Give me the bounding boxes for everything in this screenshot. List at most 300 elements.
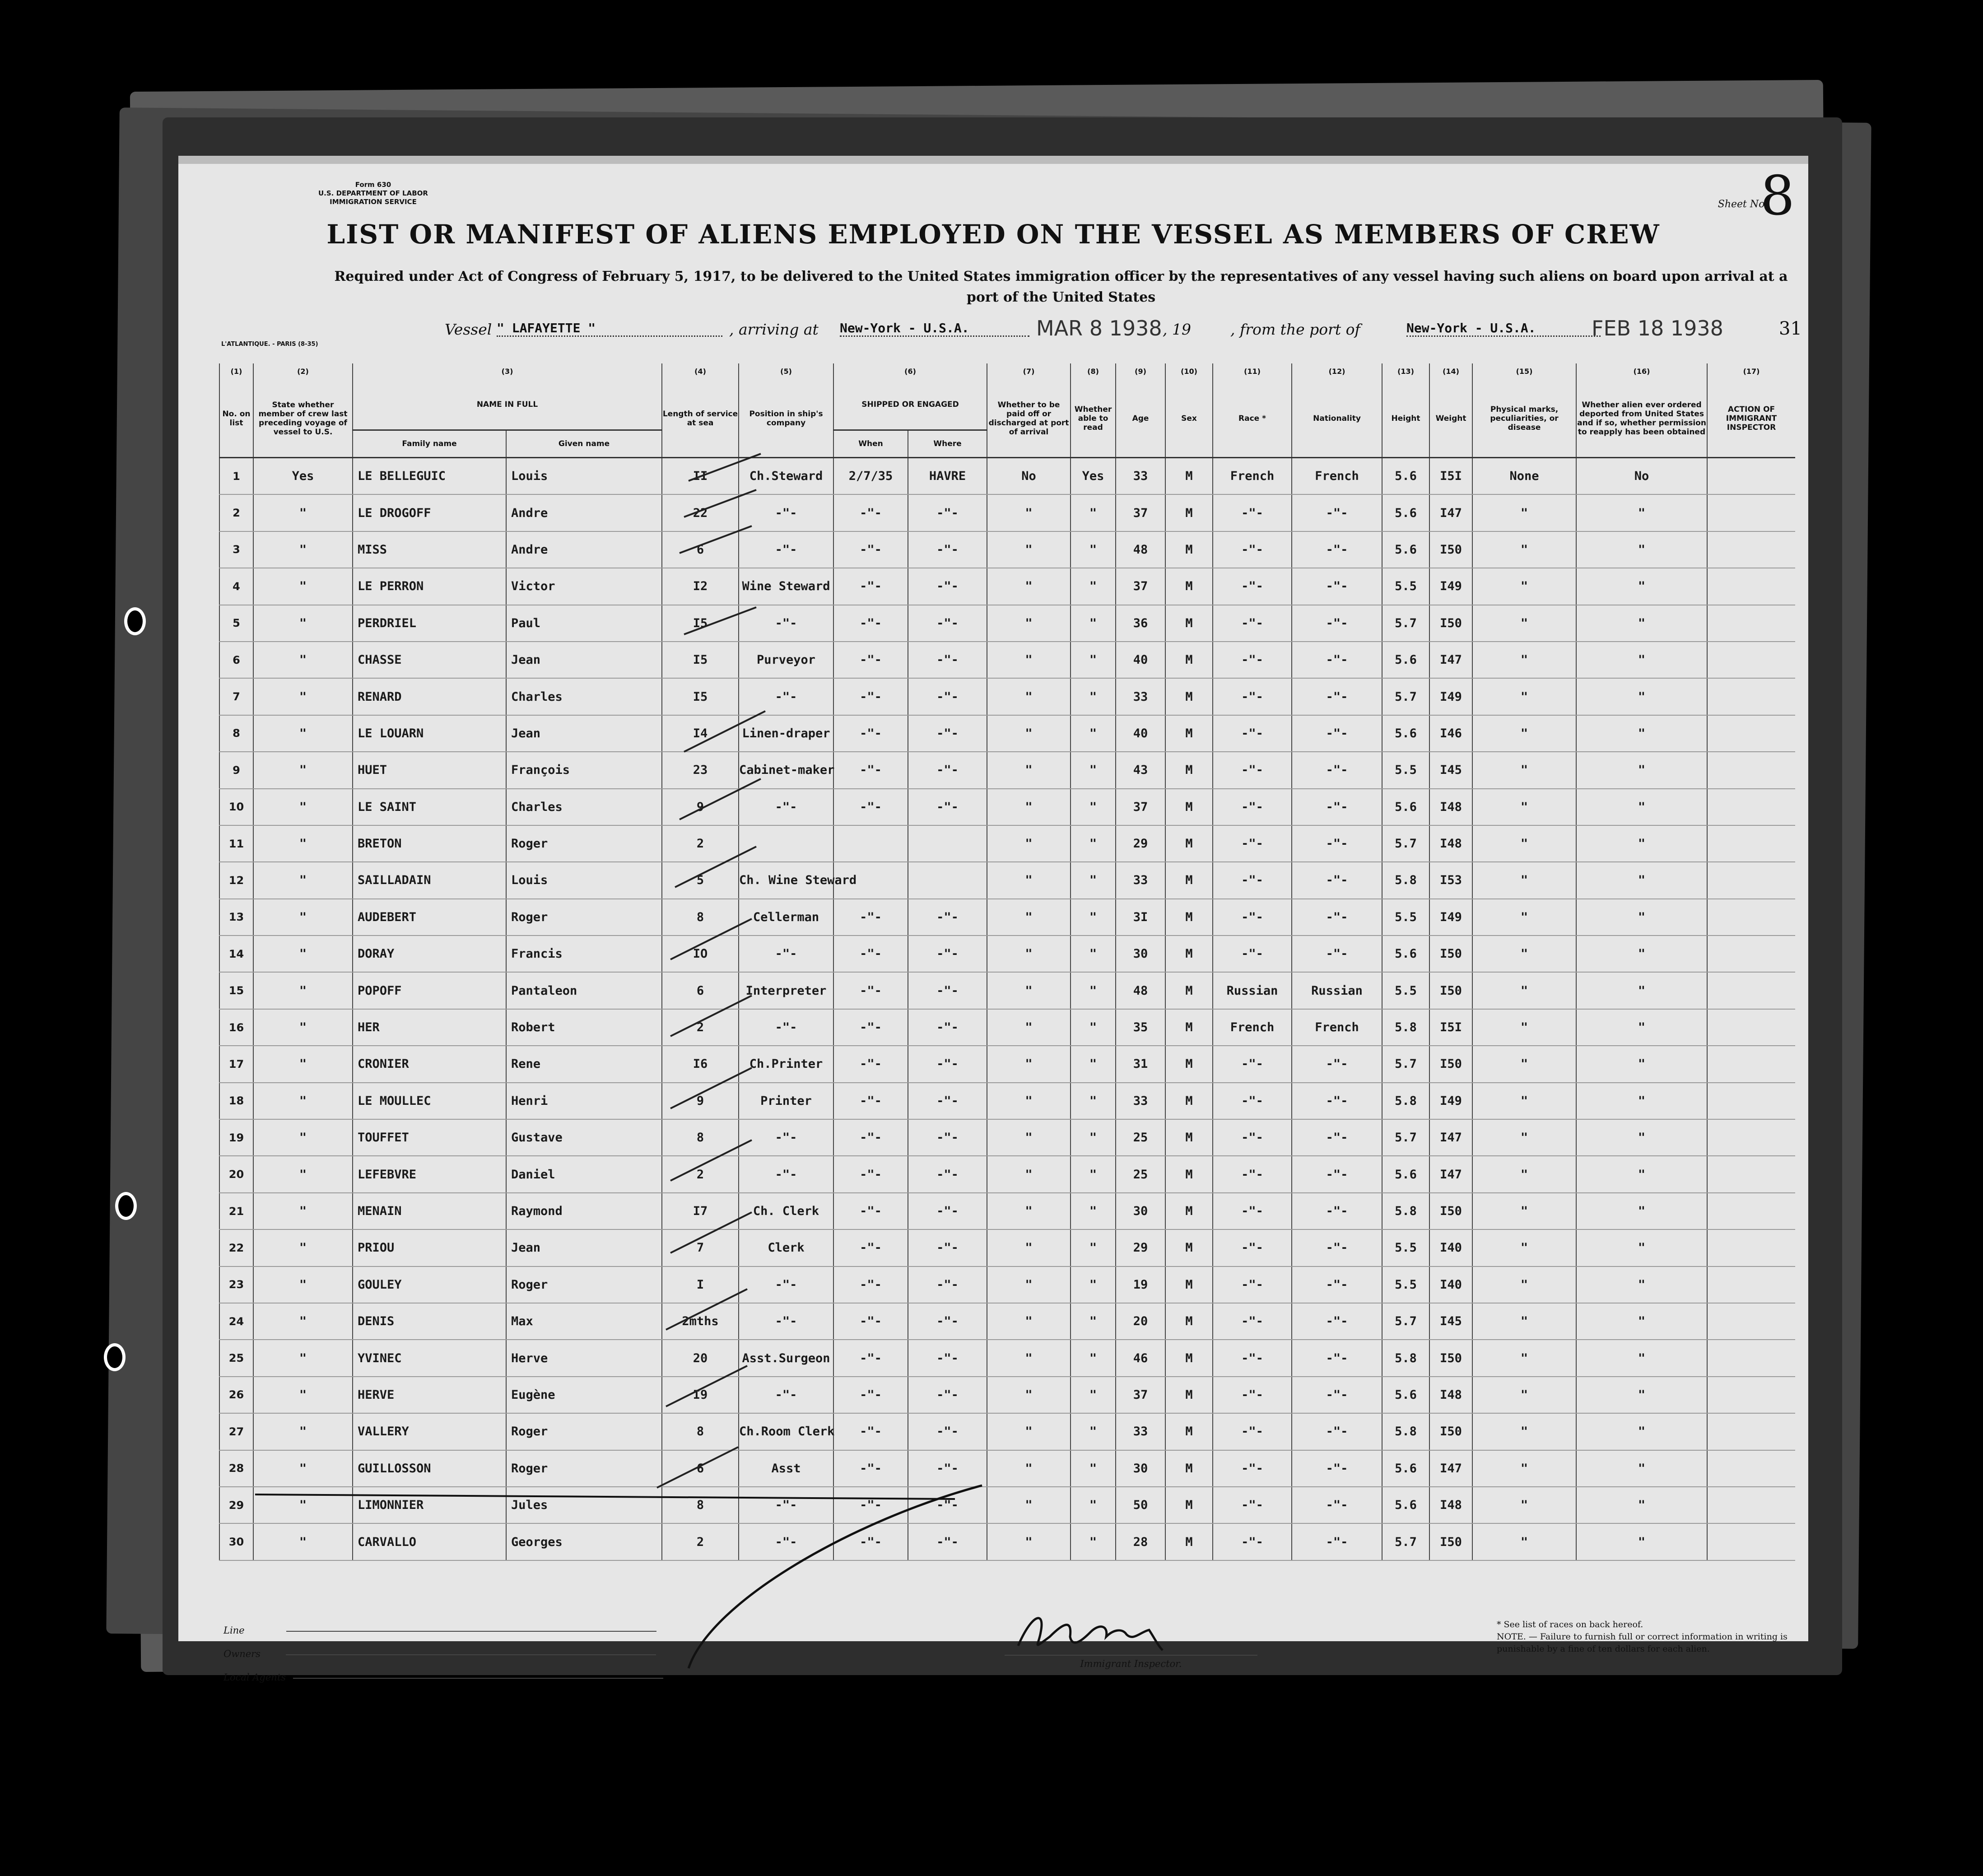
nationality-cell: -"- (1292, 1229, 1382, 1266)
printer-imprint: L'ATLANTIQUE. - PARIS (8-35) (221, 341, 318, 348)
sex-cell: M (1165, 972, 1213, 1009)
row-number: 16 (219, 1009, 253, 1046)
sex-cell: M (1165, 936, 1213, 972)
paid-off-cell: " (987, 862, 1071, 898)
able-read-cell: " (1071, 1450, 1116, 1487)
service-length-cell: 8 (662, 899, 739, 936)
row-number: 26 (219, 1377, 253, 1413)
position-cell: Interpreter (739, 972, 833, 1009)
given-name-cell: Louis (506, 862, 662, 898)
given-name-cell: Jules (506, 1487, 662, 1523)
age-cell: 30 (1116, 1193, 1165, 1229)
header-when: When (833, 430, 908, 458)
height-cell: 5.5 (1382, 1266, 1429, 1303)
height-cell: 5.8 (1382, 862, 1429, 898)
paid-off-cell: " (987, 531, 1071, 568)
height-cell: 5.8 (1382, 1340, 1429, 1376)
height-cell: 5.6 (1382, 1450, 1429, 1487)
paid-off-cell: No (987, 458, 1071, 495)
column-number-row (219, 363, 1795, 380)
last-voyage-cell: " (253, 1340, 353, 1376)
height-cell: 5.6 (1382, 936, 1429, 972)
last-voyage-cell: " (253, 1266, 353, 1303)
shipped-when-cell: -"- (833, 1303, 908, 1340)
family-name-cell: DORAY (353, 936, 506, 972)
table-row (219, 1046, 1795, 1082)
family-name-cell: TOUFFET (353, 1119, 506, 1156)
sex-cell: M (1165, 605, 1213, 642)
given-name-cell: Francis (506, 936, 662, 972)
race-cell: -"- (1213, 678, 1292, 715)
height-cell: 5.5 (1382, 1229, 1429, 1266)
inspector-action-cell (1707, 1009, 1795, 1046)
race-cell: French (1213, 458, 1292, 495)
service-length-cell: IO (662, 936, 739, 972)
race-cell: French (1213, 1009, 1292, 1046)
sex-cell: M (1165, 1229, 1213, 1266)
race-cell: -"- (1213, 1046, 1292, 1082)
weight-cell: I50 (1429, 1193, 1472, 1229)
weight-cell: I48 (1429, 1487, 1472, 1523)
given-name-cell: Daniel (506, 1156, 662, 1192)
inspector-action-cell (1707, 752, 1795, 788)
weight-cell: I45 (1429, 752, 1472, 788)
column-number: (2) (253, 363, 353, 380)
sex-cell: M (1165, 1523, 1213, 1560)
paid-off-cell: " (987, 1340, 1071, 1376)
nationality-cell: -"- (1292, 1193, 1382, 1229)
race-cell: -"- (1213, 752, 1292, 788)
deported-cell: " (1576, 1119, 1707, 1156)
row-number: 20 (219, 1156, 253, 1192)
table-row (219, 642, 1795, 678)
race-cell: -"- (1213, 605, 1292, 642)
position-cell: Wine Steward (739, 568, 833, 605)
age-cell: 28 (1116, 1523, 1165, 1560)
age-cell: 3I (1116, 899, 1165, 936)
table-row (219, 1009, 1795, 1046)
age-cell: 48 (1116, 972, 1165, 1009)
physical-marks-cell: " (1472, 1303, 1576, 1340)
family-name-cell: LE SAINT (353, 789, 506, 825)
shipped-where-cell: -"- (908, 752, 987, 788)
physical-marks-cell: " (1472, 1119, 1576, 1156)
shipped-when-cell: -"- (833, 899, 908, 936)
weight-cell: I47 (1429, 1119, 1472, 1156)
column-number: (9) (1116, 363, 1165, 380)
last-voyage-cell: " (253, 1119, 353, 1156)
service-length-cell: 2 (662, 825, 739, 862)
sex-cell: M (1165, 531, 1213, 568)
physical-marks-cell: " (1472, 1046, 1576, 1082)
sex-cell: M (1165, 1119, 1213, 1156)
able-read-cell: " (1071, 752, 1116, 788)
paid-off-cell: " (987, 1229, 1071, 1266)
nationality-cell: -"- (1292, 1266, 1382, 1303)
family-name-cell: CHASSE (353, 642, 506, 678)
footer-notes (1497, 1619, 1813, 1655)
height-cell: 5.7 (1382, 678, 1429, 715)
able-read-cell: " (1071, 1340, 1116, 1376)
race-cell: -"- (1213, 1156, 1292, 1192)
shipped-where-cell: -"- (908, 642, 987, 678)
paid-off-cell: " (987, 678, 1071, 715)
header-where: Where (908, 430, 987, 458)
race-cell: -"- (1213, 1229, 1292, 1266)
able-read-cell: " (1071, 1229, 1116, 1266)
service-length-cell: 5 (662, 862, 739, 898)
header-position: Position in ship's company (739, 380, 833, 458)
row-number: 22 (219, 1229, 253, 1266)
physical-marks-cell: None (1472, 458, 1576, 495)
paid-off-cell: " (987, 1523, 1071, 1560)
given-name-cell: Robert (506, 1009, 662, 1046)
race-cell: -"- (1213, 531, 1292, 568)
paid-off-cell: " (987, 1083, 1071, 1119)
physical-marks-cell: " (1472, 789, 1576, 825)
shipped-when-cell: -"- (833, 605, 908, 642)
inspector-action-cell (1707, 605, 1795, 642)
age-cell: 50 (1116, 1487, 1165, 1523)
age-cell: 43 (1116, 752, 1165, 788)
height-cell: 5.6 (1382, 789, 1429, 825)
form-department: U.S. DEPARTMENT OF LABOR (318, 189, 428, 197)
given-name-cell: Roger (506, 1413, 662, 1450)
able-read-cell: " (1071, 972, 1116, 1009)
position-cell: -"- (739, 1119, 833, 1156)
nationality-cell: -"- (1292, 1377, 1382, 1413)
header-deported: Whether alien ever ordered deported from United States and if so, whether permission to reapply has been obtained (1576, 380, 1707, 458)
race-cell: -"- (1213, 1083, 1292, 1119)
family-name-cell: DENIS (353, 1303, 506, 1340)
deported-cell: " (1576, 899, 1707, 936)
able-read-cell: " (1071, 605, 1116, 642)
family-name-cell: LE DROGOFF (353, 494, 506, 531)
paid-off-cell: " (987, 936, 1071, 972)
paid-off-cell: " (987, 494, 1071, 531)
table-row (219, 1340, 1795, 1376)
deported-cell: " (1576, 1340, 1707, 1376)
last-voyage-cell: " (253, 1193, 353, 1229)
column-number: (4) (662, 363, 739, 380)
shipped-when-cell: -"- (833, 752, 908, 788)
position-cell: Linen-draper (739, 715, 833, 752)
header-weight: Weight (1429, 380, 1472, 458)
row-number: 15 (219, 972, 253, 1009)
sex-cell: M (1165, 1303, 1213, 1340)
physical-marks-cell: " (1472, 1377, 1576, 1413)
shipped-where-cell: -"- (908, 1413, 987, 1450)
family-name-cell: POPOFF (353, 972, 506, 1009)
deported-cell: " (1576, 715, 1707, 752)
last-voyage-cell: " (253, 642, 353, 678)
from-port-label: , from the port of (1230, 321, 1360, 338)
agents-field (293, 1678, 663, 1679)
last-voyage-cell: " (253, 1046, 353, 1082)
weight-cell: I47 (1429, 1450, 1472, 1487)
footer-fields (223, 1619, 663, 1689)
deported-cell: " (1576, 1046, 1707, 1082)
binder-hole-icon (124, 607, 146, 635)
weight-cell: I5I (1429, 458, 1472, 495)
family-name-cell: RENARD (353, 678, 506, 715)
position-cell: Asst (739, 1450, 833, 1487)
sex-cell: M (1165, 1377, 1213, 1413)
sex-cell: M (1165, 642, 1213, 678)
nationality-cell: -"- (1292, 1119, 1382, 1156)
age-cell: 33 (1116, 862, 1165, 898)
position-cell: -"- (739, 789, 833, 825)
age-cell: 46 (1116, 1340, 1165, 1376)
inspector-action-cell (1707, 1340, 1795, 1376)
given-name-cell: Roger (506, 899, 662, 936)
height-cell: 5.5 (1382, 899, 1429, 936)
physical-marks-cell: " (1472, 1413, 1576, 1450)
nationality-cell: Russian (1292, 972, 1382, 1009)
deported-cell: " (1576, 642, 1707, 678)
shipped-where-cell: -"- (908, 1450, 987, 1487)
age-cell: 40 (1116, 715, 1165, 752)
row-number: 4 (219, 568, 253, 605)
last-voyage-cell: " (253, 825, 353, 862)
sex-cell: M (1165, 494, 1213, 531)
shipped-where-cell (908, 862, 987, 898)
family-name-cell: HUET (353, 752, 506, 788)
shipped-when-cell: 2/7/35 (833, 458, 908, 495)
family-name-cell: LIMONNIER (353, 1487, 506, 1523)
paid-off-cell: " (987, 1450, 1071, 1487)
deported-cell: " (1576, 678, 1707, 715)
family-name-cell: GUILLOSSON (353, 1450, 506, 1487)
inspector-action-cell (1707, 1229, 1795, 1266)
row-number: 23 (219, 1266, 253, 1303)
row-number: 24 (219, 1303, 253, 1340)
sex-cell: M (1165, 1083, 1213, 1119)
nationality-cell: -"- (1292, 1046, 1382, 1082)
row-number: 21 (219, 1193, 253, 1229)
nationality-cell: -"- (1292, 899, 1382, 936)
inspector-action-cell (1707, 1119, 1795, 1156)
header-inspector-action: ACTION OF IMMIGRANT INSPECTOR (1707, 380, 1795, 458)
height-cell: 5.7 (1382, 605, 1429, 642)
inspector-action-cell (1707, 1450, 1795, 1487)
paid-off-cell: " (987, 1009, 1071, 1046)
inspector-action-cell (1707, 715, 1795, 752)
deported-cell: " (1576, 605, 1707, 642)
physical-marks-cell: " (1472, 752, 1576, 788)
shipped-when-cell: -"- (833, 1413, 908, 1450)
sex-cell: M (1165, 715, 1213, 752)
row-number: 17 (219, 1046, 253, 1082)
weight-cell: I47 (1429, 494, 1472, 531)
height-cell: 5.6 (1382, 1487, 1429, 1523)
table-row (219, 1229, 1795, 1266)
given-name-cell: Jean (506, 642, 662, 678)
inspector-signature (1005, 1605, 1194, 1659)
deported-cell: " (1576, 972, 1707, 1009)
row-number: 6 (219, 642, 253, 678)
weight-cell: I46 (1429, 715, 1472, 752)
able-read-cell: " (1071, 936, 1116, 972)
able-read-cell: " (1071, 678, 1116, 715)
given-name-cell: Charles (506, 789, 662, 825)
table-row (219, 568, 1795, 605)
inspector-action-cell (1707, 494, 1795, 531)
paid-off-cell: " (987, 1413, 1071, 1450)
race-note: * See list of races on back hereof. (1497, 1620, 1643, 1629)
table-row (219, 1450, 1795, 1487)
sex-cell: M (1165, 568, 1213, 605)
given-name-cell: Andre (506, 494, 662, 531)
shipped-when-cell: -"- (833, 1046, 908, 1082)
given-name-cell: Max (506, 1303, 662, 1340)
shipped-where-cell: -"- (908, 1523, 987, 1560)
shipped-where-cell: -"- (908, 494, 987, 531)
age-cell: 35 (1116, 1009, 1165, 1046)
sheet-number: 8 (1760, 165, 1795, 228)
shipped-where-cell: -"- (908, 1156, 987, 1192)
shipped-when-cell: -"- (833, 715, 908, 752)
vessel-name: " LAFAYETTE " (497, 321, 722, 337)
arriving-port: New-York - U.S.A. (840, 321, 1029, 337)
weight-cell: I50 (1429, 1340, 1472, 1376)
header-race: Race * (1213, 380, 1292, 458)
table-row (219, 1266, 1795, 1303)
physical-marks-cell: " (1472, 862, 1576, 898)
sex-cell: M (1165, 1340, 1213, 1376)
age-cell: 25 (1116, 1119, 1165, 1156)
nationality-cell: -"- (1292, 789, 1382, 825)
header-last-voyage: State whether member of crew last preceding voyage of vessel to U.S. (253, 380, 353, 458)
race-cell: -"- (1213, 1523, 1292, 1560)
manifest-sheet (178, 156, 1808, 1683)
shipped-when-cell: -"- (833, 1266, 908, 1303)
last-voyage-cell: " (253, 678, 353, 715)
vessel-label: Vessel (445, 321, 492, 338)
last-voyage-cell: " (253, 1377, 353, 1413)
family-name-cell: GOULEY (353, 1266, 506, 1303)
paid-off-cell: " (987, 752, 1071, 788)
row-number: 25 (219, 1340, 253, 1376)
shipped-when-cell: -"- (833, 972, 908, 1009)
nationality-cell: -"- (1292, 936, 1382, 972)
table-row (219, 494, 1795, 531)
service-length-cell: 9 (662, 1083, 739, 1119)
race-cell: -"- (1213, 789, 1292, 825)
physical-marks-cell: " (1472, 494, 1576, 531)
binder-hole-icon (115, 1192, 137, 1220)
sex-cell: M (1165, 1487, 1213, 1523)
age-cell: 40 (1116, 642, 1165, 678)
weight-cell: I45 (1429, 1303, 1472, 1340)
position-cell: Ch.Steward (739, 458, 833, 495)
service-length-cell: I5 (662, 605, 739, 642)
able-read-cell: " (1071, 1303, 1116, 1340)
service-length-cell: 20 (662, 1340, 739, 1376)
position-cell: -"- (739, 1377, 833, 1413)
shipped-when-cell: -"- (833, 642, 908, 678)
table-row (219, 972, 1795, 1009)
paid-off-cell: " (987, 789, 1071, 825)
family-name-cell: SAILLADAIN (353, 862, 506, 898)
header-age: Age (1116, 380, 1165, 458)
page-reference: 31 (1779, 318, 1802, 339)
deported-cell: " (1576, 1193, 1707, 1229)
inspector-action-cell (1707, 1523, 1795, 1560)
physical-marks-cell: " (1472, 1229, 1576, 1266)
given-name-cell: Charles (506, 678, 662, 715)
arriving-label: , arriving at (729, 321, 819, 338)
sex-cell: M (1165, 458, 1213, 495)
shipped-where-cell: -"- (908, 972, 987, 1009)
position-cell: Ch.Room Clerk (739, 1413, 833, 1450)
position-cell: Cabinet-maker (739, 752, 833, 788)
given-name-cell: Jean (506, 1229, 662, 1266)
sheet-number-label: Sheet No. (1718, 199, 1768, 210)
deported-cell: " (1576, 1303, 1707, 1340)
position-cell: -"- (739, 605, 833, 642)
nationality-cell: French (1292, 458, 1382, 495)
race-cell: -"- (1213, 715, 1292, 752)
family-name-cell: MISS (353, 531, 506, 568)
weight-cell: I47 (1429, 642, 1472, 678)
physical-marks-cell: " (1472, 715, 1576, 752)
able-read-cell: " (1071, 568, 1116, 605)
deported-cell: " (1576, 1377, 1707, 1413)
owners-label: Owners (223, 1648, 261, 1659)
service-length-cell: I (662, 1266, 739, 1303)
sex-cell: M (1165, 678, 1213, 715)
given-name-cell: Pantaleon (506, 972, 662, 1009)
paid-off-cell: " (987, 825, 1071, 862)
shipped-when-cell: -"- (833, 1340, 908, 1376)
position-cell: Ch. Wine Steward (739, 862, 833, 898)
given-name-cell: Victor (506, 568, 662, 605)
sex-cell: M (1165, 1450, 1213, 1487)
race-cell: -"- (1213, 1450, 1292, 1487)
inspector-action-cell (1707, 825, 1795, 862)
age-cell: 30 (1116, 936, 1165, 972)
physical-marks-cell: " (1472, 1487, 1576, 1523)
race-cell: -"- (1213, 862, 1292, 898)
able-read-cell: Yes (1071, 458, 1116, 495)
shipped-where-cell: -"- (908, 1266, 987, 1303)
deported-cell: " (1576, 1413, 1707, 1450)
able-read-cell: " (1071, 1119, 1116, 1156)
form-info (318, 181, 428, 206)
sex-cell: M (1165, 1413, 1213, 1450)
height-cell: 5.5 (1382, 568, 1429, 605)
height-cell: 5.6 (1382, 1156, 1429, 1192)
height-cell: 5.7 (1382, 1523, 1429, 1560)
page-title: LIST OR MANIFEST OF ALIENS EMPLOYED ON THE VESSEL AS MEMBERS OF CREW (326, 219, 1660, 250)
sex-cell: M (1165, 899, 1213, 936)
physical-marks-cell: " (1472, 1523, 1576, 1560)
last-voyage-cell: " (253, 789, 353, 825)
nationality-cell: -"- (1292, 1303, 1382, 1340)
inspector-action-cell (1707, 568, 1795, 605)
able-read-cell: " (1071, 1046, 1116, 1082)
height-cell: 5.7 (1382, 1046, 1429, 1082)
last-voyage-cell: " (253, 1413, 353, 1450)
crew-table (219, 363, 1795, 1561)
row-number: 1 (219, 458, 253, 495)
age-cell: 37 (1116, 494, 1165, 531)
shipped-when-cell: -"- (833, 1083, 908, 1119)
weight-cell: I50 (1429, 1523, 1472, 1560)
weight-cell: I50 (1429, 972, 1472, 1009)
column-number: (7) (987, 363, 1071, 380)
